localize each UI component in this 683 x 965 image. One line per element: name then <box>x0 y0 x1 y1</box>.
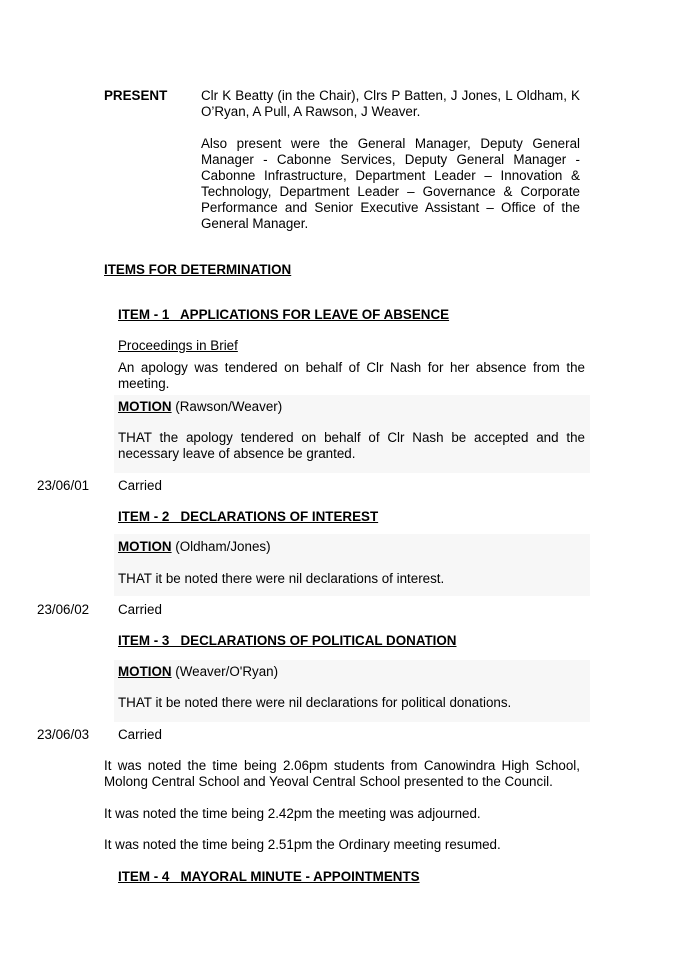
present-councillors: Clr K Beatty (in the Chair), Clrs P Batten, J Jones, L Oldham, K O’Ryan, A Pull, A Rawson, J Weaver. <box>201 88 580 119</box>
item1-result: Carried <box>118 478 162 493</box>
item1-motion-text: THAT the apology tendered on behalf of Clr Nash be accepted and the necessary leave of absence be granted. <box>118 430 585 461</box>
item1-subheading: Proceedings in Brief <box>118 338 238 353</box>
item2-result: Carried <box>118 602 162 617</box>
present-also: Also present were the General Manager, Deputy General Manager - Cabonne Services, Deputy General Manager - Cabonne Infrastructure, Department Leader – Innovation & Technology, Department Leader – Governance & Corporate Performance and Senior Executive Assistant – Office of the General Manager. <box>201 136 580 231</box>
item1-motion-movers: (Rawson/Weaver) <box>171 399 283 414</box>
item2-heading: ITEM - 2 DECLARATIONS OF INTEREST <box>118 509 379 524</box>
item3-motion-label: MOTION <box>118 664 172 679</box>
item1-motion <box>118 399 282 415</box>
item3-motion <box>118 664 278 680</box>
item4-heading: ITEM - 4 MAYORAL MINUTE - APPOINTMENTS <box>118 869 420 884</box>
note-adjourned: It was noted the time being 2.42pm the meeting was adjourned. <box>104 806 481 821</box>
item1-brief: An apology was tendered on behalf of Clr Nash for her absence from the meeting. <box>118 360 585 391</box>
item2-motion-text: THAT it be noted there were nil declarations of interest. <box>118 571 445 586</box>
item1-heading: ITEM - 1 APPLICATIONS FOR LEAVE OF ABSENCE <box>118 307 450 322</box>
item2-motion <box>118 539 271 555</box>
present-label: PRESENT <box>104 88 168 103</box>
item1-motion-label: MOTION <box>118 399 172 414</box>
item3-heading: ITEM - 3 DECLARATIONS OF POLITICAL DONATION <box>118 633 457 648</box>
item3-resolution-no: 23/06/03 <box>37 727 90 742</box>
item2-motion-movers: (Oldham/Jones) <box>171 539 271 554</box>
note-students: It was noted the time being 2.06pm students from Canowindra High School, Molong Central School and Yeoval Central School presented to the Council. <box>104 758 580 789</box>
item2-resolution-no: 23/06/02 <box>37 602 90 617</box>
item2-motion-label: MOTION <box>118 539 172 554</box>
note-resumed: It was noted the time being 2.51pm the Ordinary meeting resumed. <box>104 837 501 852</box>
item3-motion-movers: (Weaver/O'Ryan) <box>171 664 279 679</box>
item3-result: Carried <box>118 727 162 742</box>
section-heading: ITEMS FOR DETERMINATION <box>104 262 292 277</box>
item1-resolution-no: 23/06/01 <box>37 478 90 493</box>
item3-motion-text: THAT it be noted there were nil declarations for political donations. <box>118 695 512 710</box>
